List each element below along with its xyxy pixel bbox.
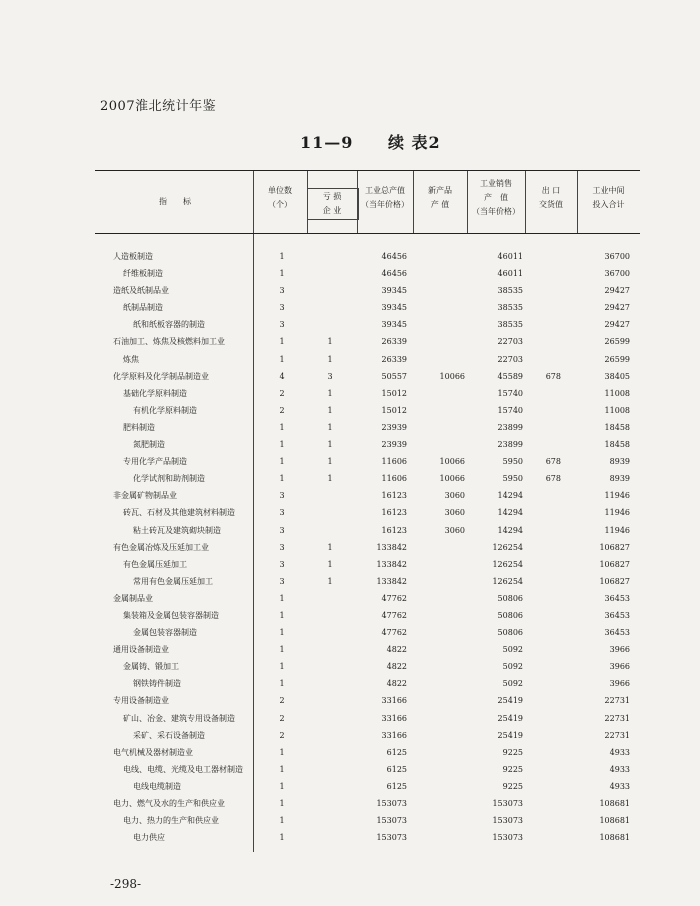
row-intermediate: 29427: [604, 286, 630, 296]
yearbook-header: 2007淮北统计年鉴: [100, 99, 217, 114]
row-output: 33166: [381, 730, 407, 740]
row-intermediate: 36453: [604, 610, 630, 620]
row-units: 1: [279, 474, 285, 484]
row-sales: 14294: [497, 508, 523, 518]
row-output: 11606: [381, 474, 407, 484]
row-indicator: 金属包装容器制造: [133, 628, 197, 638]
row-output: 46456: [381, 269, 407, 279]
row-output: 16123: [381, 525, 407, 535]
row-indicator: 电线、电缆、光缆及电工器材制造: [123, 764, 243, 774]
row-units: 1: [279, 816, 285, 826]
row-units: 3: [279, 491, 285, 501]
statistics-table: [95, 170, 640, 846]
table-row: [95, 795, 640, 812]
row-intermediate: 18458: [604, 440, 630, 450]
row-intermediate: 36453: [604, 628, 630, 638]
row-sales: 5092: [502, 662, 523, 672]
row-intermediate: 22731: [604, 730, 630, 740]
table-row: [95, 778, 640, 795]
row-output: 33166: [381, 696, 407, 706]
row-indicator: 电力、热力的生产和供应业: [123, 816, 219, 826]
row-indicator: 采矿、采石设备制造: [133, 730, 205, 740]
row-indicator: 造纸及纸制品业: [113, 286, 169, 296]
row-units: 1: [279, 747, 285, 757]
row-sales: 46011: [497, 269, 523, 279]
row-output: 15012: [381, 405, 407, 415]
row-indicator: 通用设备制造业: [113, 645, 169, 655]
row-sales: 45589: [497, 371, 523, 381]
row-newprod: 10066: [439, 474, 465, 484]
row-output: 39345: [381, 286, 407, 296]
row-intermediate: 4933: [609, 764, 630, 774]
row-intermediate: 36453: [604, 593, 630, 603]
col-header-intermediate: 工业中间 投入合计: [592, 186, 625, 209]
table-row: [95, 316, 640, 333]
row-output: 26339: [381, 337, 407, 347]
row-sales: 50806: [497, 593, 523, 603]
row-newprod: 10066: [439, 457, 465, 467]
row-loss: 1: [327, 542, 333, 552]
row-intermediate: 26599: [604, 337, 630, 347]
row-sales: 15740: [497, 405, 523, 415]
row-intermediate: 106827: [599, 542, 630, 552]
row-loss: 1: [327, 422, 333, 432]
row-sales: 9225: [502, 747, 523, 757]
row-indicator: 基础化学原料制造: [123, 388, 187, 398]
row-export: 678: [545, 371, 561, 381]
row-sales: 38535: [497, 320, 523, 330]
row-sales: 38535: [497, 303, 523, 313]
row-loss: 1: [327, 559, 333, 569]
row-loss: 1: [327, 405, 333, 415]
row-indicator: 粘土砖瓦及建筑砌块制造: [133, 525, 221, 535]
row-sales: 9225: [502, 781, 523, 791]
table-row: [95, 453, 640, 470]
row-sales: 23899: [497, 422, 523, 432]
row-output: 46456: [381, 252, 407, 261]
table-row: [95, 282, 640, 299]
row-export: 678: [545, 474, 561, 484]
row-indicator: 集装箱及金属包装容器制造: [123, 610, 219, 620]
row-units: 1: [279, 662, 285, 672]
row-sales: 25419: [497, 696, 523, 706]
row-indicator: 矿山、冶金、建筑专用设备制造: [123, 713, 235, 723]
table-number: 11—9: [300, 133, 354, 152]
row-indicator: 非金属矿物制品业: [113, 491, 177, 501]
row-intermediate: 11008: [604, 405, 630, 415]
table-row: [95, 419, 640, 436]
row-output: 26339: [381, 354, 407, 364]
row-output: 23939: [381, 440, 407, 450]
col-header-sales: 工业销售 产 值 （当年价格）: [472, 179, 520, 216]
row-units: 3: [279, 303, 285, 313]
row-output: 4822: [386, 662, 407, 672]
row-loss: 1: [327, 474, 333, 484]
table-row: [95, 692, 640, 709]
table-row: [95, 590, 640, 607]
row-indicator: 纸和纸板容器的制造: [133, 320, 205, 330]
row-output: 16123: [381, 491, 407, 501]
table-row: [95, 658, 640, 675]
row-output: 16123: [381, 508, 407, 518]
row-loss: 1: [327, 440, 333, 450]
table-row: [95, 624, 640, 641]
row-intermediate: 108681: [599, 833, 630, 843]
row-sales: 9225: [502, 764, 523, 774]
row-output: 6125: [386, 781, 407, 791]
row-indicator: 专用设备制造业: [113, 696, 169, 706]
row-sales: 153073: [492, 833, 523, 843]
row-intermediate: 11008: [604, 388, 630, 398]
table-row: [95, 402, 640, 419]
row-newprod: 10066: [439, 371, 465, 381]
table-row: [95, 607, 640, 624]
row-output: 133842: [376, 559, 407, 569]
row-units: 1: [279, 679, 285, 689]
row-intermediate: 3966: [609, 662, 630, 672]
row-intermediate: 29427: [604, 303, 630, 313]
row-units: 3: [279, 542, 285, 552]
row-units: 1: [279, 764, 285, 774]
row-units: 4: [279, 371, 285, 381]
table-header: [95, 170, 640, 234]
row-sales: 126254: [492, 542, 523, 552]
table-row: [95, 761, 640, 778]
row-indicator: 有色金属压延加工: [123, 559, 187, 569]
row-newprod: 3060: [444, 491, 465, 501]
row-intermediate: 36700: [604, 269, 630, 279]
row-output: 153073: [376, 833, 407, 843]
row-output: 39345: [381, 320, 407, 330]
row-sales: 5092: [502, 645, 523, 655]
row-indicator: 钢铁铸件制造: [133, 679, 181, 689]
col-header-newprod: 新产品 产 值: [428, 186, 452, 209]
row-indicator: 电气机械及器材制造业: [113, 747, 193, 757]
col-header-output: 工业总产值 （当年价格）: [361, 186, 409, 209]
row-indicator: 人造板制造: [113, 252, 153, 261]
row-units: 3: [279, 525, 285, 535]
table-row: [95, 556, 640, 573]
row-intermediate: 8939: [609, 457, 630, 467]
table-row: [95, 539, 640, 556]
table-row: [95, 470, 640, 487]
row-indicator: 化学原料及化学制品制造业: [113, 371, 209, 381]
row-sales: 14294: [497, 491, 523, 501]
row-indicator: 专用化学产品制造: [123, 457, 187, 467]
table-row: [95, 351, 640, 368]
row-units: 3: [279, 559, 285, 569]
table-row: [95, 299, 640, 316]
row-output: 15012: [381, 388, 407, 398]
row-sales: 23899: [497, 440, 523, 450]
row-sales: 14294: [497, 525, 523, 535]
col-header-loss: 亏 损 企 业: [322, 192, 342, 215]
row-newprod: 3060: [444, 508, 465, 518]
row-units: 2: [279, 405, 285, 415]
row-units: 1: [279, 833, 285, 843]
row-units: 2: [279, 388, 285, 398]
row-intermediate: 106827: [599, 559, 630, 569]
table-row: [95, 744, 640, 761]
row-output: 6125: [386, 764, 407, 774]
row-sales: 153073: [492, 799, 523, 808]
row-indicator: 纸制品制造: [123, 303, 163, 313]
row-output: 47762: [381, 610, 407, 620]
row-units: 3: [279, 286, 285, 296]
table-row: [95, 487, 640, 504]
row-sales: 22703: [497, 354, 523, 364]
row-units: 1: [279, 269, 285, 279]
row-sales: 25419: [497, 713, 523, 723]
row-units: 1: [279, 337, 285, 347]
row-sales: 126254: [492, 576, 523, 586]
row-intermediate: 4933: [609, 781, 630, 791]
row-indicator: 电力供应: [133, 833, 165, 843]
table-body: [95, 248, 640, 846]
row-intermediate: 11946: [604, 525, 630, 535]
row-indicator: 石油加工、炼焦及核燃料加工业: [113, 337, 225, 347]
table-row: [95, 812, 640, 829]
row-sales: 5092: [502, 679, 523, 689]
row-intermediate: 108681: [599, 816, 630, 826]
row-output: 153073: [376, 816, 407, 826]
row-sales: 15740: [497, 388, 523, 398]
row-intermediate: 26599: [604, 354, 630, 364]
table-row: [95, 368, 640, 385]
row-intermediate: 3966: [609, 645, 630, 655]
row-units: 1: [279, 422, 285, 432]
row-intermediate: 8939: [609, 474, 630, 484]
row-indicator: 有机化学原料制造: [133, 405, 197, 415]
row-output: 39345: [381, 303, 407, 313]
row-units: 1: [279, 593, 285, 603]
row-units: 2: [279, 713, 285, 723]
table-title: [300, 130, 441, 153]
row-intermediate: 22731: [604, 696, 630, 706]
row-loss: 1: [327, 576, 333, 586]
row-units: 1: [279, 781, 285, 791]
row-units: 1: [279, 799, 285, 808]
row-sales: 25419: [497, 730, 523, 740]
row-sales: 153073: [492, 816, 523, 826]
row-units: 1: [279, 610, 285, 620]
row-sales: 126254: [492, 559, 523, 569]
row-indicator: 有色金属冶炼及压延加工业: [113, 542, 209, 552]
col-header-units: 单位数 （个）: [268, 186, 292, 209]
row-sales: 5950: [502, 457, 523, 467]
row-newprod: 3060: [444, 525, 465, 535]
row-output: 4822: [386, 645, 407, 655]
table-row: [95, 641, 640, 658]
row-sales: 50806: [497, 610, 523, 620]
row-loss: 3: [327, 371, 333, 381]
row-sales: 46011: [497, 252, 523, 261]
row-intermediate: 29427: [604, 320, 630, 330]
row-units: 1: [279, 628, 285, 638]
row-intermediate: 38405: [604, 371, 630, 381]
row-loss: 1: [327, 457, 333, 467]
table-row: [95, 265, 640, 282]
row-indicator: 纤维板制造: [123, 269, 163, 279]
row-indicator: 炼焦: [123, 354, 139, 364]
row-output: 133842: [376, 576, 407, 586]
table-row: [95, 573, 640, 590]
row-units: 1: [279, 645, 285, 655]
row-intermediate: 108681: [599, 799, 630, 808]
row-indicator: 电力、燃气及水的生产和供应业: [113, 799, 225, 808]
table-row: [95, 436, 640, 453]
row-output: 6125: [386, 747, 407, 757]
row-output: 4822: [386, 679, 407, 689]
table-row: [95, 727, 640, 744]
row-loss: 1: [327, 337, 333, 347]
table-row: [95, 829, 640, 846]
col-header-export: 出 口 交货值: [539, 186, 563, 209]
row-units: 1: [279, 252, 285, 261]
row-export: 678: [545, 457, 561, 467]
row-indicator: 砖瓦、石材及其他建筑材料制造: [123, 508, 235, 518]
row-output: 11606: [381, 457, 407, 467]
table-row: [95, 333, 640, 350]
row-units: 1: [279, 457, 285, 467]
row-loss: 1: [327, 388, 333, 398]
page-number: -298-: [110, 877, 142, 891]
row-indicator: 金属制品业: [113, 593, 153, 603]
row-loss: 1: [327, 354, 333, 364]
row-sales: 50806: [497, 628, 523, 638]
row-indicator: 金属铸、锻加工: [123, 662, 179, 672]
col-header-indicator: 指 标: [159, 197, 191, 206]
row-output: 153073: [376, 799, 407, 808]
row-intermediate: 11946: [604, 491, 630, 501]
row-sales: 5950: [502, 474, 523, 484]
row-intermediate: 3966: [609, 679, 630, 689]
table-row: [95, 710, 640, 727]
row-indicator: 肥料制造: [123, 422, 155, 432]
row-sales: 38535: [497, 286, 523, 296]
row-output: 133842: [376, 542, 407, 552]
row-output: 47762: [381, 593, 407, 603]
row-units: 3: [279, 576, 285, 586]
table-row: [95, 385, 640, 402]
row-indicator: 常用有色金属压延加工: [133, 576, 213, 586]
row-units: 1: [279, 354, 285, 364]
row-intermediate: 4933: [609, 747, 630, 757]
table-row: [95, 504, 640, 521]
row-indicator: 氮肥制造: [133, 440, 165, 450]
row-output: 47762: [381, 628, 407, 638]
row-indicator: 化学试剂和助剂制造: [133, 474, 205, 484]
table-row: [95, 248, 640, 265]
row-intermediate: 18458: [604, 422, 630, 432]
row-intermediate: 36700: [604, 252, 630, 261]
row-units: 3: [279, 320, 285, 330]
row-output: 33166: [381, 713, 407, 723]
row-output: 23939: [381, 422, 407, 432]
row-units: 2: [279, 696, 285, 706]
row-sales: 22703: [497, 337, 523, 347]
row-intermediate: 106827: [599, 576, 630, 586]
table-row: [95, 522, 640, 539]
row-intermediate: 11946: [604, 508, 630, 518]
row-units: 3: [279, 508, 285, 518]
row-units: 1: [279, 440, 285, 450]
table-title-text: 续 表2: [387, 133, 441, 152]
table-row: [95, 675, 640, 692]
row-units: 2: [279, 730, 285, 740]
row-intermediate: 22731: [604, 713, 630, 723]
row-output: 50557: [381, 371, 407, 381]
row-indicator: 电线电缆制造: [133, 781, 181, 791]
